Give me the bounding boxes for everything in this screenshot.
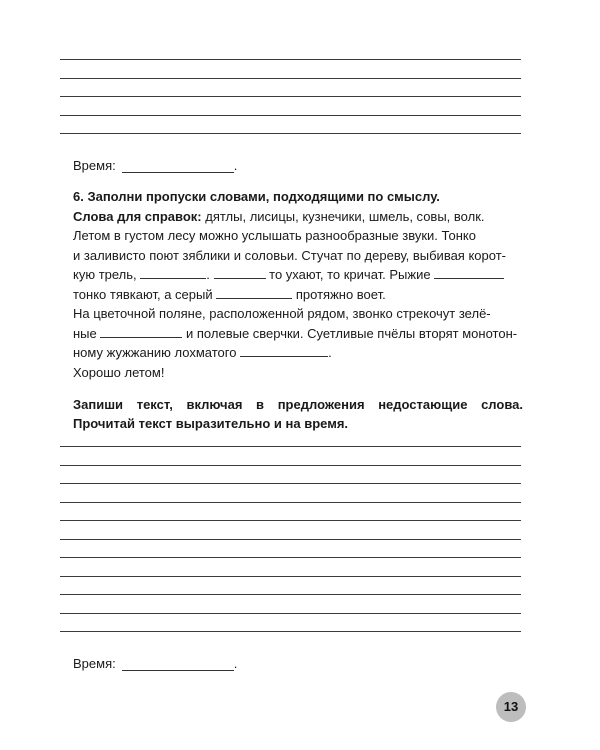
paragraph-line: Летом в густом лесу можно услышать разнообразные звуки. Тонко	[73, 228, 476, 243]
paragraph-line: На цветочной поляне, расположенной рядом, звонко стрекочут зелё-	[73, 306, 491, 321]
writing-line	[60, 502, 521, 503]
task-6	[73, 187, 523, 382]
gap-blank[interactable]	[214, 266, 266, 279]
writing-line	[60, 520, 521, 521]
writing-line	[60, 115, 521, 116]
writing-line	[60, 613, 521, 614]
gap-blank[interactable]	[434, 266, 504, 279]
writing-line	[60, 539, 521, 540]
paragraph-line: ному жужжанию лохматого .	[73, 345, 332, 360]
top-writing-lines	[60, 59, 521, 152]
time-blank[interactable]	[122, 160, 234, 173]
writing-line	[60, 96, 521, 97]
gap-blank[interactable]	[216, 286, 292, 299]
page-number-badge: 13	[496, 692, 526, 722]
writing-line	[60, 78, 521, 79]
time-field-bottom: Время: .	[73, 656, 238, 671]
gap-blank[interactable]	[240, 344, 328, 357]
writing-line	[60, 483, 521, 484]
paragraph-line: ные и полевые сверчки. Суетливые пчёлы вторят монотон-	[73, 325, 518, 341]
time-field-top: Время: .	[73, 158, 238, 173]
paragraph-line: тонко тявкают, а серый протяжно воет.	[73, 286, 386, 302]
writing-line	[60, 446, 521, 447]
gap-blank[interactable]	[100, 325, 182, 338]
writing-line	[60, 59, 521, 60]
reference-words	[73, 207, 523, 227]
writing-line	[60, 133, 521, 134]
writing-line	[60, 594, 521, 595]
paragraph-line: Хорошо летом!	[73, 364, 165, 380]
task-instruction: Запиши текст, включая в предложения недостающие слова. Прочитай текст выразительно и на время.	[73, 397, 523, 431]
paragraph-line: и заливисто поют зяблики и соловьи. Стучат по дереву, выбивая корот-	[73, 247, 506, 263]
time-blank[interactable]	[122, 658, 234, 671]
reference-list: дятлы, лисицы, кузнечики, шмель, совы, волк.	[205, 208, 485, 224]
time-label: Время:	[73, 656, 116, 671]
time-label: Время:	[73, 158, 116, 173]
bottom-writing-lines	[60, 446, 521, 650]
gap-blank[interactable]	[140, 266, 206, 279]
writing-line	[60, 631, 521, 632]
writing-line	[60, 557, 521, 558]
reference-label: Слова для справок:	[73, 208, 202, 224]
writing-line	[60, 576, 521, 577]
task-6-title: 6. Заполни пропуски словами, подходящими по смыслу.	[73, 189, 440, 204]
writing-line	[60, 465, 521, 466]
paragraph-line: кую трель, . то ухают, то кричат. Рыжие	[73, 265, 523, 285]
